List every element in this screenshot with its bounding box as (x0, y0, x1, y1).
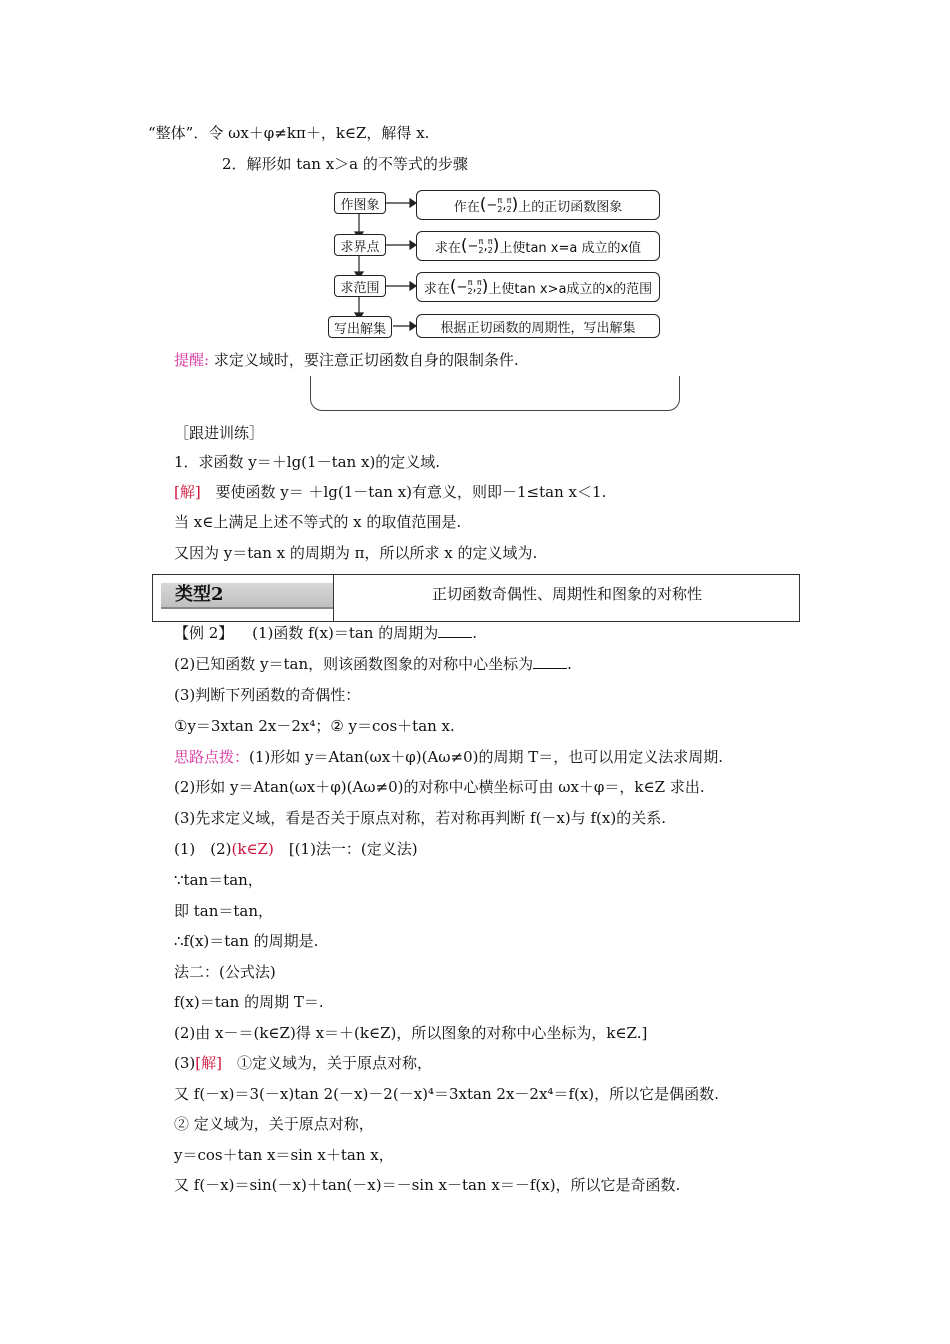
text-line-1: “整体”．令 ωx＋φ≠kπ＋，k∈Z，解得 x. (148, 124, 430, 142)
answer-blank-1 (438, 623, 472, 638)
answer-line-1 (174, 481, 606, 503)
answer-label: [解] (174, 483, 201, 501)
hint-label: 思路点拨： (174, 748, 250, 766)
flow-desc-1: 作在 ( − π 2 , π 2 ) 上的正切函数图象 (416, 190, 660, 220)
hint-text-1: (1)形如 y＝Atan(ωx＋φ)(Aω≠0)的周期 T＝，也可以用定义法求周期. (249, 748, 724, 766)
flow-desc-4: 根据正切函数的周期性，写出解集 (416, 314, 660, 338)
solution-1b: [(1)法一：(定义法) (273, 840, 418, 858)
example-q1: (1)函数 f(x)＝tan 的周期为 (252, 624, 439, 642)
type-title: 正切函数奇偶性、周期性和图象的对称性 (431, 585, 702, 603)
type-banner (152, 574, 800, 622)
solution-line-9: 又 f(－x)＝3(－x)tan 2(－x)－2(－x)⁴＝3xtan 2x－2x⁴＝f(x)，所以它是偶函数. (174, 1085, 719, 1103)
solution-line-10: ② 定义域为，关于原点对称， (174, 1115, 374, 1133)
question-1: 1．求函数 y＝＋lg(1－tan x)的定义域. (174, 453, 441, 471)
solution-line-8 (174, 1052, 432, 1074)
solution-line-6: f(x)＝tan 的周期 T＝. (174, 993, 324, 1011)
solution-line-2: ∵tan＝tan， (174, 871, 263, 889)
solution-line-4: ∴f(x)＝tan 的周期是. (174, 932, 319, 950)
flow-step-2: 求界点 (334, 234, 386, 256)
hint-line-1 (174, 746, 723, 768)
answer-line-2: 当 x∈上满足上述不等式的 x 的取值范围是. (174, 513, 462, 531)
bracket-decoration (310, 376, 680, 411)
hint-line-2: (2)形如 y＝Atan(ωx＋φ)(Aω≠0)的对称中心横坐标可由 ωx＋φ＝，k∈Z 求出. (174, 778, 705, 796)
answer-text-1: 要使函数 y＝ ＋lg(1－tan x)有意义，则即－1≤tan x＜1. (215, 483, 607, 501)
example-line-2 (174, 653, 572, 675)
solution-1-red: (k∈Z) (231, 840, 274, 858)
solution-line-12: 又 f(－x)＝sin(－x)＋tan(－x)＝－sin x－tan x＝－f(x)，所以它是奇函数. (174, 1176, 681, 1194)
solution-1a: (1) (2) (174, 840, 232, 858)
flow-step-1: 作图象 (334, 192, 386, 214)
hint-line-3: (3)先求定义域，看是否关于原点对称，若对称再判断 f(－x)与 f(x)的关系. (174, 809, 666, 827)
answer-line-3: 又因为 y＝tan x 的周期为 π，所以所求 x 的定义域为. (174, 544, 538, 562)
answer-blank-2 (533, 654, 567, 669)
solution-8a: (3) (174, 1054, 196, 1072)
example-q2-end: . (567, 655, 572, 673)
flow-desc-3: 求在 ( − π 2 , π 2 ) 上使tan x>a成立的x的范围 (416, 272, 660, 302)
solution-line-7: (2)由 x－＝(k∈Z)得 x＝＋(k∈Z)，所以图象的对称中心坐标为，k∈Z.] (174, 1024, 648, 1042)
solution-line-5: 法二：(公式法) (174, 963, 276, 981)
solution-line-1 (174, 838, 418, 860)
flow-desc-2: 求在 ( − π 2 , π 2 ) 上使tan x=a 成立的x值 (416, 231, 660, 261)
type-divider (333, 575, 334, 621)
example-line-1 (174, 622, 477, 644)
example-label: 【例 2】 (174, 624, 234, 642)
type-tag (161, 583, 333, 609)
example-line-3: (3)判断下列函数的奇偶性： (174, 686, 361, 704)
flow-step-4: 写出解集 (328, 316, 392, 338)
follow-training: ［跟进训练］ (174, 424, 265, 442)
tip-label: 提醒: (174, 351, 210, 369)
text-line-2: 2．解形如 tan x＞a 的不等式的步骤 (222, 155, 468, 173)
tip-line (174, 349, 519, 371)
tip-text: 求定义域时，要注意正切函数自身的限制条件. (213, 351, 519, 369)
solution-8-red: [解] (195, 1054, 222, 1072)
flowchart (326, 186, 666, 340)
example-q2: (2)已知函数 y＝tan，则该函数图象的对称中心坐标为 (174, 655, 534, 673)
example-q1-end: . (472, 624, 478, 642)
type-tag-label: 类型2 (175, 584, 224, 605)
flow-step-3: 求范围 (334, 275, 386, 297)
solution-line-11: y＝cos＋tan x＝sin x＋tan x， (174, 1146, 394, 1164)
solution-8b: ①定义域为，关于原点对称， (221, 1054, 432, 1072)
solution-line-3: 即 tan＝tan， (174, 902, 274, 920)
example-line-4: ①y＝3xtan 2x－2x⁴；② y＝cos＋tan x. (174, 717, 455, 735)
